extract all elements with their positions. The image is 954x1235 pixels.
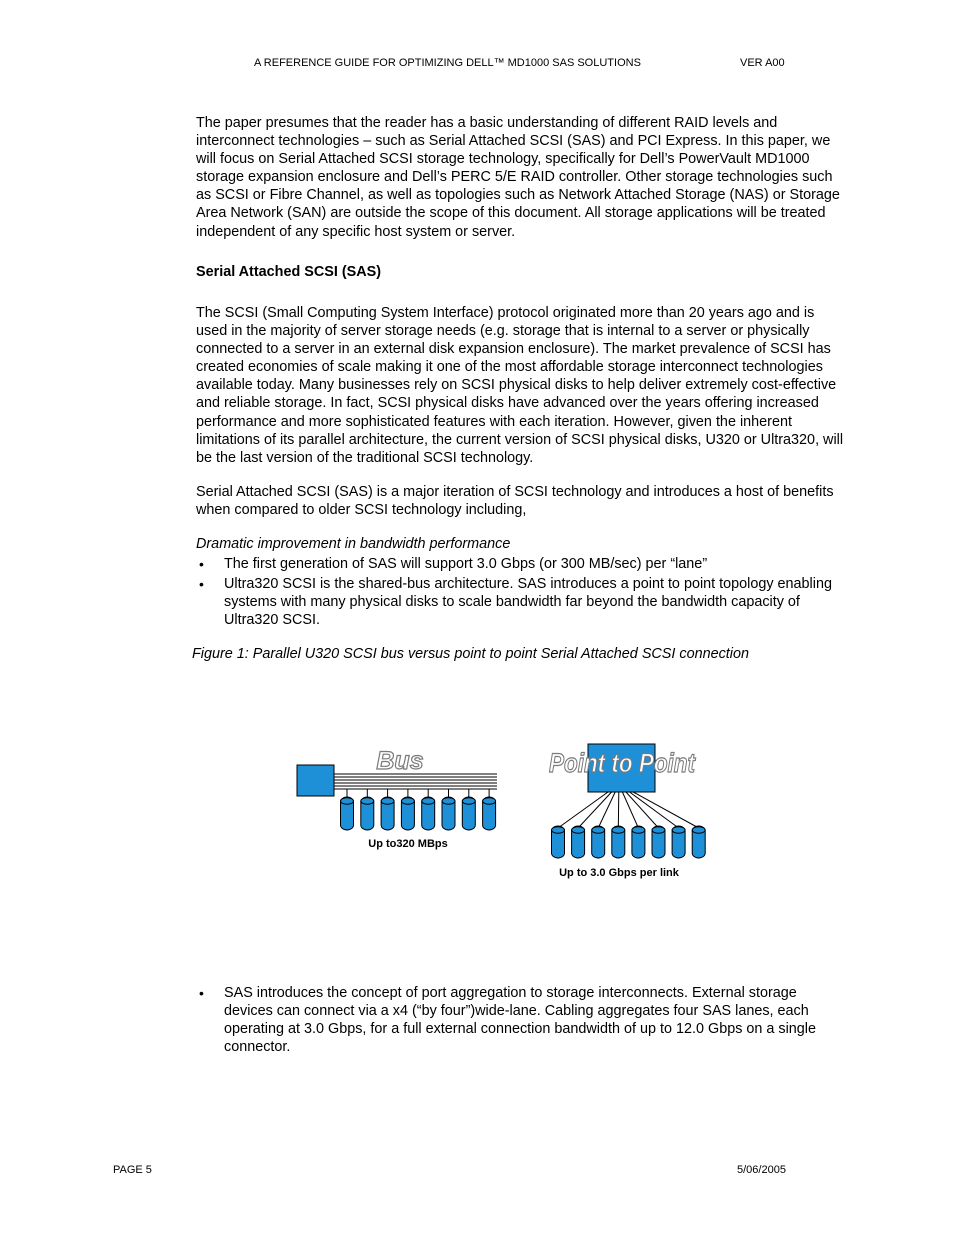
- footer-date: 5/06/2005: [737, 1164, 786, 1176]
- disk-cylinder-icon: [361, 797, 374, 830]
- disk-cylinder-icon: [442, 797, 455, 830]
- figure-caption: Figure 1: Parallel U320 SCSI bus versus point to point Serial Attached SCSI connection: [192, 646, 750, 662]
- disk-cylinder-icon: [341, 797, 354, 830]
- bandwidth-bullet-list: [196, 555, 836, 630]
- p2p-disk-group: [552, 826, 706, 858]
- bus-lines: [334, 774, 497, 789]
- bullet-item: • SAS introduces the concept of port aggregation to storage interconnects. External storage devices can connect via a x4 (“by four”)wide-lane. Cabling aggregates four SAS lanes, each operating at 3.0 Gbps, for a full external connection bandwidth of up to 12.0 Gbps on a single connector.: [196, 984, 836, 1056]
- bus-title: Bus: [376, 747, 424, 775]
- footer-page-number: PAGE 5: [113, 1164, 152, 1176]
- p2p-link-line: [618, 792, 619, 828]
- disk-cylinder-icon: [572, 826, 585, 858]
- disk-cylinder-icon: [592, 826, 605, 858]
- disk-cylinder-icon: [632, 826, 645, 858]
- port-aggregation-bullet-list: [196, 984, 836, 1058]
- p2p-speed-label: Up to 3.0 Gbps per link: [559, 867, 679, 879]
- bullet-item: • The first generation of SAS will support 3.0 Gbps (or 300 MB/sec) per “lane”: [196, 555, 836, 573]
- disk-cylinder-icon: [401, 797, 414, 830]
- bus-vs-p2p-diagram: [290, 735, 720, 885]
- disk-cylinder-icon: [612, 826, 625, 858]
- p2p-link-line: [633, 792, 699, 828]
- bullet-item: • Ultra320 SCSI is the shared-bus architecture. SAS introduces a point to point topology enabling systems with many physical disks to scale bandwidth far beyond the bandwidth capacity of Ultra320 SCSI.: [196, 575, 836, 629]
- bus-controller-box: [297, 765, 334, 796]
- bus-disk-group: [341, 789, 496, 830]
- sas-paragraph: Serial Attached SCSI (SAS) is a major iteration of SCSI technology and introduces a host of benefits when compared to older SCSI technology including,: [196, 484, 834, 519]
- scsi-paragraph: The SCSI (Small Computing System Interface) protocol originated more than 20 years ago and is used in the majority of server storage needs (e.g. storage that is internal to a server or physically connected to a server in an external disk expansion enclosure). The market prevalence of SCSI has created economies of scale making it one of the most affordable storage interconnect technologies available today. Many businesses rely on SCSI physical disks to help deliver extremely cost-effective and reliable storage. In fact, SCSI physical disks have advanced over the years offering increased performance and more sophisticated features with each iteration. However, given the inherent limitations of its parallel architecture, the current version of SCSI physical disks, U320 or Ultra320, will be the last version of the traditional SCSI technology.: [196, 305, 844, 466]
- disk-cylinder-icon: [672, 826, 685, 858]
- bandwidth-subheading: Dramatic improvement in bandwidth performance: [196, 536, 511, 552]
- bus-speed-label: Up to320 MBps: [368, 838, 448, 850]
- disk-cylinder-icon: [483, 797, 496, 830]
- disk-cylinder-icon: [552, 826, 565, 858]
- header-version: VER A00: [740, 57, 785, 69]
- intro-paragraph: The paper presumes that the reader has a basic understanding of different RAID levels and interconnect technologies – such as Serial Attached SCSI (SAS) and PCI Express. In this paper, we will focus on Serial Attached SCSI storage technology, specifically for Dell’s PowerVault MD1000 storage expansion enclosure and Dell’s PERC 5/E RAID controller. Other storage technologies such as SCSI or Fibre Channel, as well as topologies such as Network Attached Storage (NAS) or Storage Area Network (SAN) are outside the scope of this document. All storage applications will be treated independent of any specific host system or server.: [196, 115, 840, 240]
- disk-cylinder-icon: [381, 797, 394, 830]
- section-heading: Serial Attached SCSI (SAS): [196, 264, 381, 280]
- disk-cylinder-icon: [462, 797, 475, 830]
- disk-cylinder-icon: [652, 826, 665, 858]
- header-title: A REFERENCE GUIDE FOR OPTIMIZING DELL™ MD1000 SAS SOLUTIONS: [254, 57, 641, 69]
- disk-cylinder-icon: [692, 826, 705, 858]
- p2p-link-group: [558, 792, 699, 828]
- disk-cylinder-icon: [422, 797, 435, 830]
- p2p-title: Point to Point: [549, 748, 696, 778]
